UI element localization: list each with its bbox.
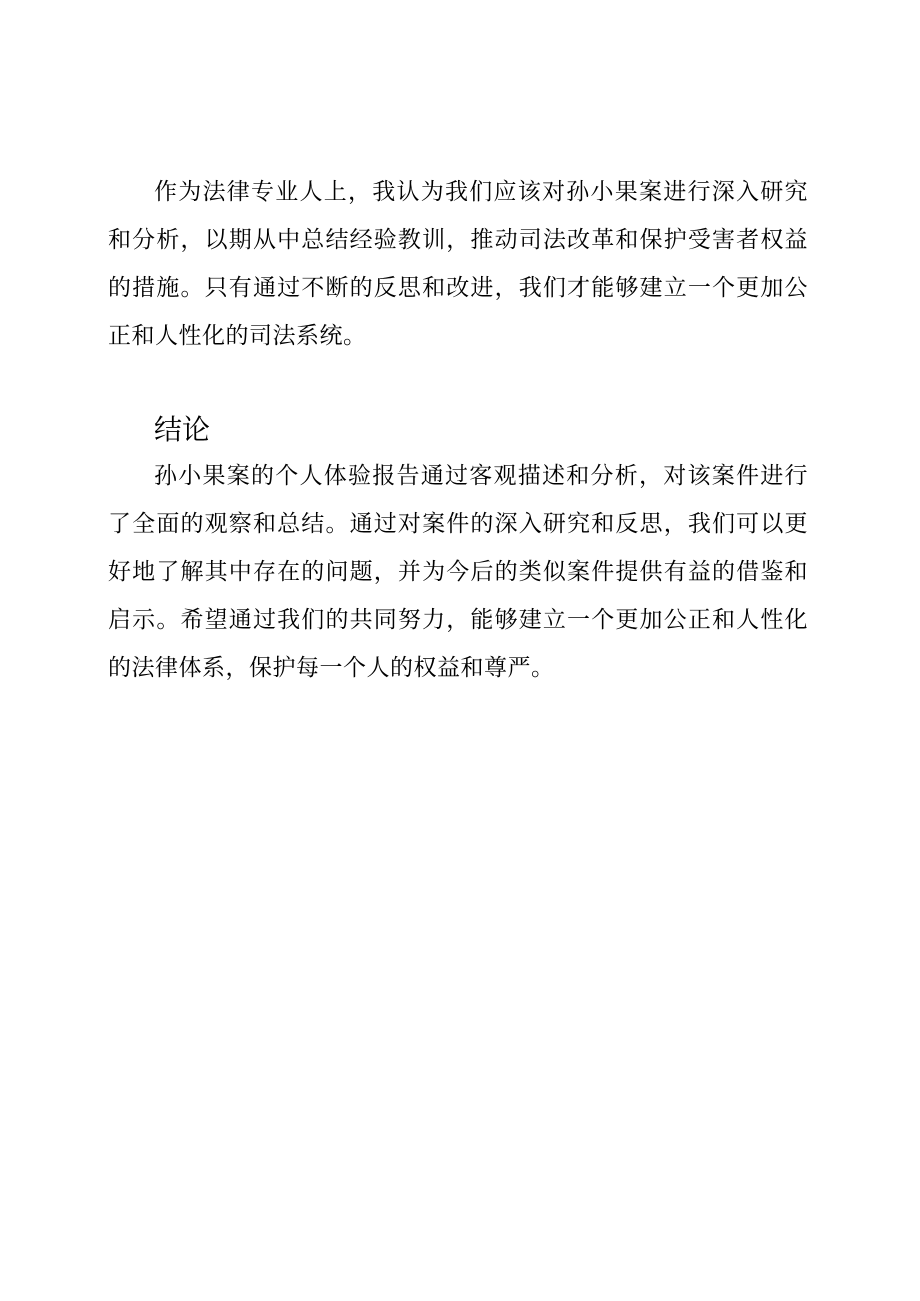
conclusion-paragraph: 孙小果案的个人体验报告通过客观描述和分析，对该案件进行了全面的观察和总结。通过对案件的深入研究和反思，我们可以更好地了解其中存在的问题，并为今后的类似案件提供有益的借鉴和启示。希望通过我们的共同努力，能够建立一个更加公正和人性化的法律体系，保护每一个人的权益和尊严。 xyxy=(108,463,808,681)
section-heading-conclusion: 结论 xyxy=(154,413,211,446)
body-paragraph: 作为法律专业人上，我认为我们应该对孙小果案进行深入研究和分析，以期从中总结经验教训，推动司法改革和保护受害者权益的措施。只有通过不断的反思和改进，我们才能够建立一个更加公正和人性化的司法系统。 xyxy=(108,179,808,349)
document-body xyxy=(108,168,808,692)
